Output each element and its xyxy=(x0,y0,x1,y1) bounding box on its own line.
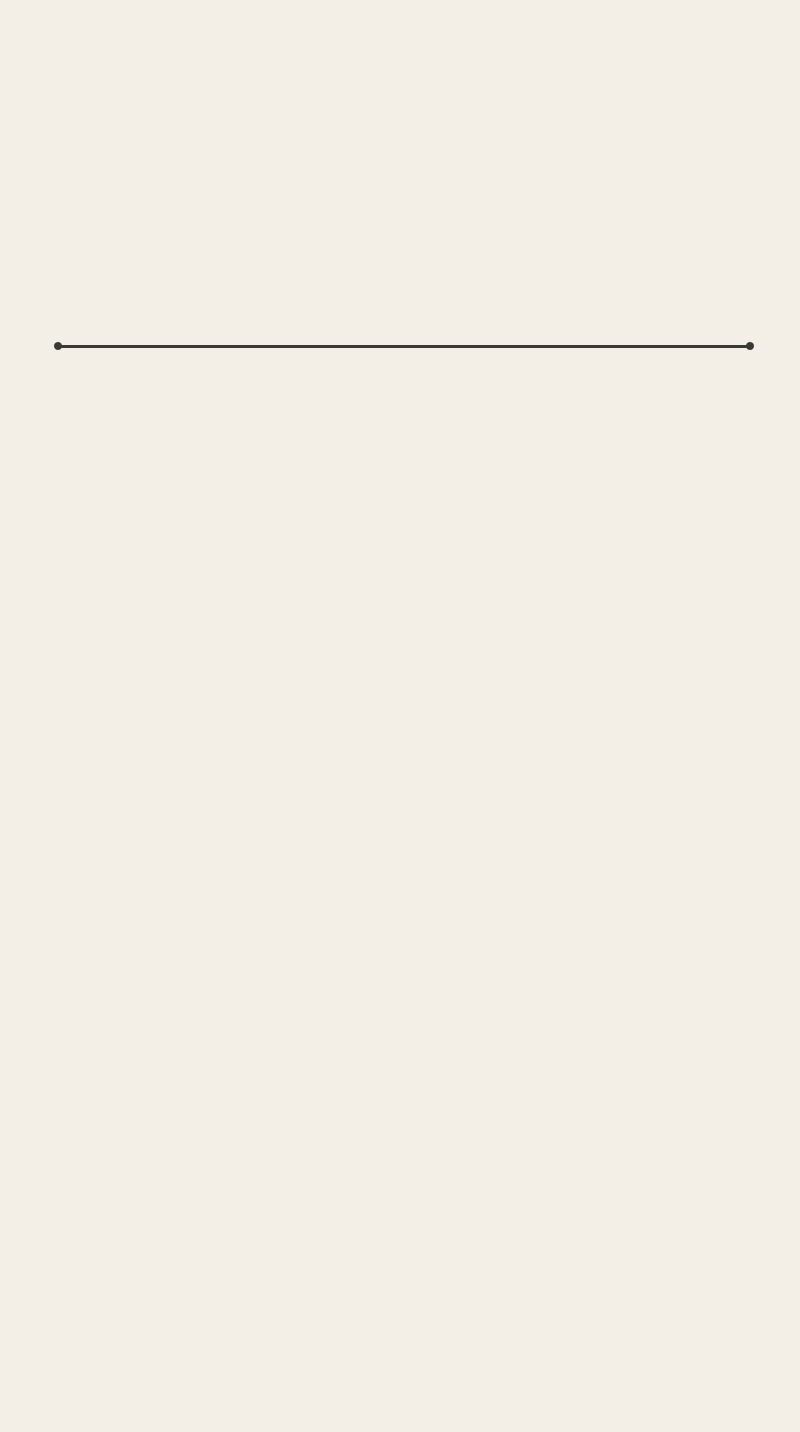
running-head xyxy=(0,68,800,128)
ornamental-rule xyxy=(58,345,750,348)
